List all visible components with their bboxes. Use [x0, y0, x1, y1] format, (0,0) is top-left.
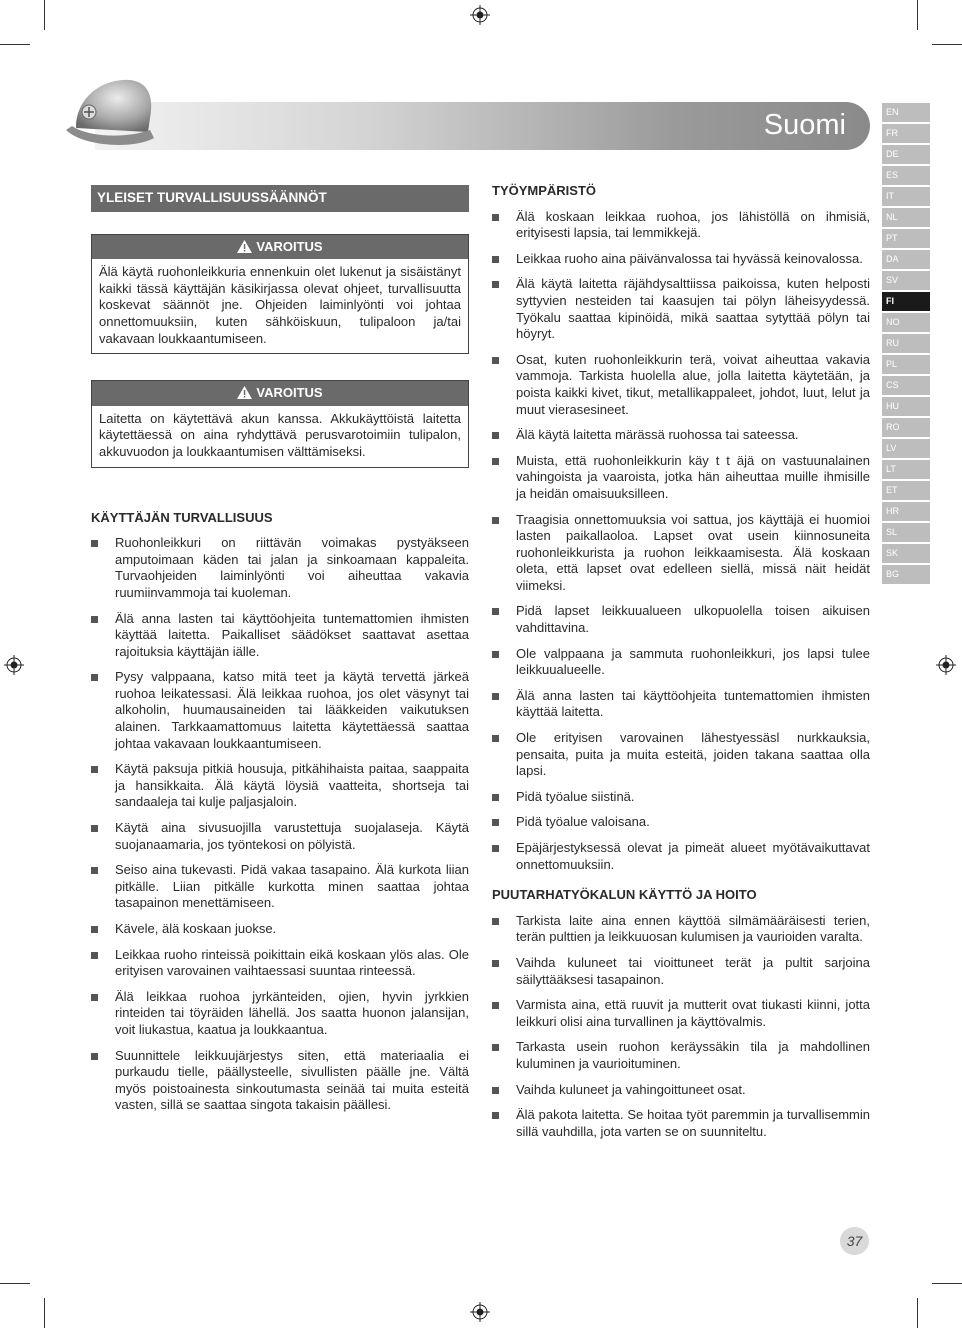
warning-triangle-icon — [237, 386, 252, 399]
crop-mark — [932, 1283, 962, 1284]
crop-mark — [44, 1298, 45, 1328]
language-tab-cs[interactable]: CS — [882, 376, 930, 395]
language-tab-hu[interactable]: HU — [882, 397, 930, 416]
list-item — [492, 789, 870, 806]
warning-label: VAROITUS — [256, 238, 323, 254]
warning-text: Laitetta on käytettävä akun kanssa. Akkukäyttöistä laitetta käytettäessä on aina ryhdyttävä perusvarotoimiin tulipalon, akkuvuodon ja loukkaantumisen välttämiseksi. — [99, 410, 461, 459]
page-title: Suomi — [763, 109, 846, 141]
left-column — [91, 185, 469, 1128]
square-bullet-icon — [492, 845, 499, 852]
square-bullet-icon — [492, 256, 499, 263]
list-item-text: Vaihda kuluneet ja vahingoittuneet osat. — [516, 1081, 746, 1097]
page-number: 37 — [840, 1227, 869, 1255]
list-item — [492, 427, 870, 444]
square-bullet-icon — [91, 825, 98, 832]
square-bullet-icon — [492, 517, 499, 524]
square-bullet-icon — [492, 458, 499, 465]
list-item — [492, 453, 870, 503]
list-item-text: Varmista aina, että ruuvit ja mutterit ovat tiukasti kiinni, jotta leikkuri olisi aina turvallinen ja käyttövalmis. — [516, 997, 870, 1029]
list-item-text: Pysy valppaana, katso mitä teet ja käytä tervettä järkeä ruohoa leikatessasi. Älä leikkaa ruohoa, jos olet väsynyt tai alkoholin, huumausaineiden tai lääkkeiden vaikutuksen alainen. Tarkkaamattomuus laitetta käytettäessä saattaa johtaa vakavaan loukkaantumiseen. — [115, 669, 469, 751]
user-safety-list — [91, 535, 469, 1114]
subsection-title: PUUTARHATYÖKALUN KÄYTTÖ JA HOITO — [492, 887, 757, 903]
warning-triangle-icon — [237, 240, 252, 253]
list-item-text: Älä anna lasten tai käyttöohjeita tuntemattomien ihmisten käyttää laitetta. — [516, 687, 870, 720]
language-tab-sk[interactable]: SK — [882, 544, 930, 563]
language-tab-fi[interactable]: FI — [882, 292, 930, 311]
warning-label: VAROITUS — [256, 385, 323, 401]
language-tab-sv[interactable]: SV — [882, 271, 930, 290]
subsection-title: KÄYTTÄJÄN TURVALLISUUS — [91, 509, 273, 525]
language-tab-ro[interactable]: RO — [882, 418, 930, 437]
crop-mark — [44, 0, 45, 30]
tool-care-list — [492, 913, 870, 1141]
header-bar — [95, 102, 870, 150]
crop-mark — [917, 0, 918, 30]
square-bullet-icon — [91, 994, 98, 1001]
language-tab-pt[interactable]: PT — [882, 229, 930, 248]
square-bullet-icon — [91, 766, 98, 773]
list-item-text: Leikkaa ruoho aina päivänvalossa tai hyvässä keinovalossa. — [516, 250, 863, 266]
square-bullet-icon — [492, 1087, 499, 1094]
list-item — [492, 352, 870, 418]
list-item — [91, 535, 469, 601]
square-bullet-icon — [492, 794, 499, 801]
list-item-text: Pidä lapset leikkuualueen ulkopuolella toisen aikuisen vahdittavina. — [516, 603, 870, 636]
list-item-text: Tarkista laite aina ennen käyttöä silmämääräisesti terien, terän pulttien ja leikkuuosan kulumisen ja vaurioiden varalta. — [516, 912, 870, 945]
language-tab-it[interactable]: IT — [882, 187, 930, 206]
language-tabs — [882, 103, 930, 586]
list-item-text: Vaihda kuluneet tai vioittuneet terät ja pultit sarjoina säilyttääksesi tasapainon. — [516, 954, 870, 987]
square-bullet-icon — [492, 819, 499, 826]
list-item-text: Osat, kuten ruohonleikkurin terä, voivat aiheuttaa vakavia vammoja. Tarkista huolella alue, jolla laitetta käytetään, ja poista kaikki kivet, tikut, metallikappaleet, johdot, luut, lelut ja muut vierasesineet. — [516, 351, 870, 417]
square-bullet-icon — [492, 651, 499, 658]
list-item-text: Suunnittele leikkuujärjestys siten, että materiaalia ei purkaudu tielle, päällysteelle, sivullisten päälle jne. Vältä myös poistoainesta sinkoutumasta seinää tai muita esteitä vasten, sillä se saattaa singota takaisin päällesi. — [115, 1047, 469, 1113]
list-item — [492, 1082, 870, 1099]
square-bullet-icon — [492, 214, 499, 221]
language-tab-no[interactable]: NO — [882, 313, 930, 332]
warning-box — [91, 234, 469, 355]
square-bullet-icon — [91, 616, 98, 623]
list-item — [492, 997, 870, 1030]
list-item — [91, 862, 469, 912]
registration-mark-icon — [470, 5, 490, 25]
list-item — [492, 251, 870, 268]
square-bullet-icon — [492, 432, 499, 439]
square-bullet-icon — [492, 281, 499, 288]
list-item-text: Älä käytä laitetta räjähdysalttiissa paikoissa, kuten helposti syttyvien nesteiden tai kaasujen tai pölyn läheisyydessä. Työkalu saattaa kipinöidä, mikä saattaa sytyttää pölyn tai höyryt. — [516, 276, 870, 342]
list-item — [492, 1107, 870, 1140]
list-item-text: Pidä työalue valoisana. — [516, 814, 650, 830]
list-item — [492, 730, 870, 780]
list-item-text: Älä pakota laitetta. Se hoitaa työt paremmin ja turvallisemmin sillä vauhdilla, jota varten se on suunniteltu. — [516, 1107, 870, 1139]
list-item — [492, 840, 870, 873]
list-item — [492, 603, 870, 636]
list-item — [91, 611, 469, 661]
language-tab-et[interactable]: ET — [882, 481, 930, 500]
crop-mark — [0, 44, 30, 45]
registration-mark-icon — [470, 1302, 490, 1322]
list-item — [492, 688, 870, 721]
language-tab-en[interactable]: EN — [882, 103, 930, 122]
list-item — [91, 761, 469, 811]
list-item — [492, 955, 870, 988]
language-tab-ru[interactable]: RU — [882, 334, 930, 353]
section-title: YLEISET TURVALLISUUSSÄÄNNÖT — [91, 185, 469, 212]
list-item — [91, 1048, 469, 1114]
list-item — [492, 646, 870, 679]
language-tab-hr[interactable]: HR — [882, 502, 930, 521]
list-item — [91, 989, 469, 1039]
language-tab-sl[interactable]: SL — [882, 523, 930, 542]
list-item — [492, 276, 870, 342]
list-item — [91, 820, 469, 853]
warning-header — [92, 235, 468, 260]
list-item-text: Älä koskaan leikkaa ruohoa, jos lähistöllä on ihmisiä, erityisesti lapsia, tai lemmikkejä. — [516, 208, 870, 241]
list-item-text: Muista, että ruohonleikkurin käy t t äjä on vastuunalainen vahingoista ja vaaroista, jotka hän aiheuttaa muille ihmisille ja heidän omaisuuksilleen. — [516, 452, 870, 501]
list-item-text: Käytä aina sivusuojilla varustettuja suojalaseja. Käytä suojanaamaria, jos työntekosi on pölyistä. — [115, 820, 469, 852]
list-item — [492, 1039, 870, 1072]
list-item-text: Ruohonleikkuri on riittävän voimakas pystyäkseen amputoimaan käden tai jalan ja sinkoamaan kappaleita. Turvaohjeiden laiminlyönti voi aiheuttaa vakavia ruumiinvammoja tai kuoleman. — [115, 535, 469, 600]
list-item-text: Älä leikkaa ruohoa jyrkänteiden, ojien, hyvin jyrkkien rinteiden tai töyräiden lähellä. Jos saatta huonon jalansijan, voit liukastua, kaatua ja loukkaantua. — [115, 988, 469, 1037]
registration-mark-icon — [936, 655, 956, 675]
list-item-text: Ole erityisen varovainen lähestyessäsl nurkkauksia, pensaita, puita ja muita esteitä, joiden takana saattaa olla lapsi. — [516, 730, 870, 779]
language-tab-pl[interactable]: PL — [882, 355, 930, 374]
list-item-text: Ole valppaana ja sammuta ruohonleikkuri, jos lapsi tulee leikkuualueelle. — [516, 645, 870, 678]
safety-helmet-icon — [62, 74, 162, 154]
list-item — [492, 913, 870, 946]
list-item-text: Älä käytä laitetta märässä ruohossa tai sateessa. — [516, 427, 799, 443]
language-tab-lt[interactable]: LT — [882, 460, 930, 479]
list-item — [91, 921, 469, 938]
language-tab-de[interactable]: DE — [882, 145, 930, 164]
crop-mark — [932, 44, 962, 45]
subsection-title: TYÖYMPÄRISTÖ — [492, 183, 597, 198]
square-bullet-icon — [91, 1053, 98, 1060]
list-item-text: Epäjärjestyksessä olevat ja pimeät alueet myötävaikuttavat onnettomuuksiin. — [516, 840, 870, 872]
square-bullet-icon — [91, 952, 98, 959]
work-area-list — [492, 209, 870, 874]
language-tab-nl[interactable]: NL — [882, 208, 930, 227]
square-bullet-icon — [91, 540, 98, 547]
list-item — [492, 814, 870, 831]
square-bullet-icon — [91, 926, 98, 933]
square-bullet-icon — [492, 608, 499, 615]
list-item-text: Tarkasta usein ruohon keräyssäkin tila ja mahdollinen kuluminen ja vaurioituminen. — [516, 1039, 870, 1071]
warning-text: Älä käytä ruohonleikkuria ennenkuin olet lukenut ja sisäistänyt kaikki tässä käyttäjän käsikirjassa olevat ohjeet, turvallisuutta koskevat säännöt jne. Ohjeiden laiminlyönti voi johtaa onnettomuuksiin, kuten sähköiskuun, tulipaloon ja/tai vakavaan loukkaantumiseen. — [99, 264, 461, 346]
square-bullet-icon — [492, 918, 499, 925]
square-bullet-icon — [492, 693, 499, 700]
square-bullet-icon — [91, 867, 98, 874]
language-tab-es[interactable]: ES — [882, 166, 930, 185]
square-bullet-icon — [492, 735, 499, 742]
square-bullet-icon — [492, 1112, 499, 1119]
square-bullet-icon — [492, 357, 499, 364]
list-item-text: Leikkaa ruoho rinteissä poikittain eikä koskaan ylös alas. Ole erityisen varovainen vaihtaessasi suuntaa rinteessä. — [115, 946, 469, 979]
list-item — [91, 947, 469, 980]
list-item-text: Traagisia onnettomuuksia voi sattua, jos käyttäjä ei huomioi lasten paikallaoloa. Lapset ovat usein kiinnosuneita ruohonleikkurista ja ruohon leikkaamisesta. Älä koskaan oleta, että lapset ovat edelleen siellä, missä näit heidät viimeksi. — [516, 511, 870, 593]
list-item-text: Pidä työalue siistinä. — [516, 788, 635, 804]
right-column — [492, 183, 870, 1154]
square-bullet-icon — [492, 960, 499, 967]
list-item — [492, 209, 870, 242]
registration-mark-icon — [4, 655, 24, 675]
warning-box — [91, 380, 469, 467]
list-item-text: Käytä paksuja pitkiä housuja, pitkähihaista paitaa, saappaita ja hansikkaita. Älä käytä löysiä vaatteita, shortseja tai sandaaleja tai kulje paljasjaloin. — [115, 761, 469, 810]
language-tab-lv[interactable]: LV — [882, 439, 930, 458]
list-item-text: Älä anna lasten tai käyttöohjeita tuntemattomien ihmisten käyttää laitetta. Paikalliset säädökset saattavat asettaa rajoituksia käyttäjän iälle. — [115, 610, 469, 659]
crop-mark — [0, 1283, 30, 1284]
crop-mark — [917, 1298, 918, 1328]
square-bullet-icon — [492, 1044, 499, 1051]
language-tab-da[interactable]: DA — [882, 250, 930, 269]
language-tab-bg[interactable]: BG — [882, 565, 930, 584]
warning-header — [92, 381, 468, 406]
list-item-text: Kävele, älä koskaan juokse. — [115, 921, 277, 936]
square-bullet-icon — [91, 674, 98, 681]
square-bullet-icon — [492, 1002, 499, 1009]
list-item — [91, 669, 469, 752]
language-tab-fr[interactable]: FR — [882, 124, 930, 143]
list-item — [492, 512, 870, 595]
list-item-text: Seiso aina tukevasti. Pidä vakaa tasapaino. Älä kurkota liian pitkälle. Liian pitkälle kurkotta minen saattaa johtaa tasapainon menettämiseen. — [115, 862, 469, 911]
